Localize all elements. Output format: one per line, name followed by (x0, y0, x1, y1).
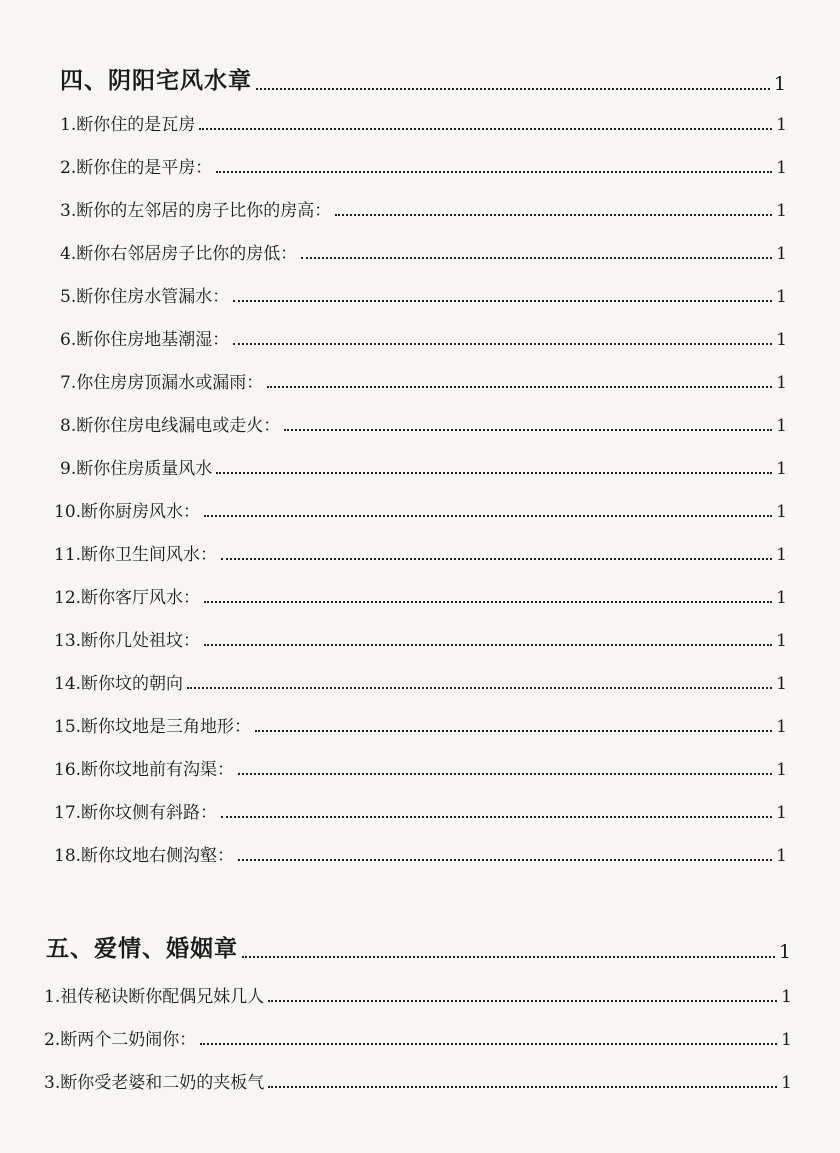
toc-entry (54, 626, 787, 651)
toc-entry (60, 411, 787, 436)
entry-title: 3.断你的左邻居的房子比你的房高： (60, 201, 332, 221)
toc-entry (60, 196, 787, 221)
entry-title: 13.断你几处祖坟： (54, 631, 201, 651)
leader-dots (238, 859, 772, 861)
leader-dots (255, 730, 772, 732)
toc-entry (60, 153, 787, 178)
entry-title: 18.断你坟地右侧沟壑： (54, 846, 235, 866)
chapter-heading (60, 62, 787, 95)
entry-title: 3.断你受老婆和二奶的夹板气 (44, 1073, 265, 1093)
toc-entry (54, 798, 787, 823)
entry-title: 7.你住房房顶漏水或漏雨： (60, 373, 264, 393)
entry-title: 1.断你住的是瓦房 (60, 115, 196, 135)
page-number: 1 (776, 373, 787, 393)
entry-title: 8.断你住房电线漏电或走火： (60, 416, 281, 436)
entry-title: 6.断你住房地基潮湿： (60, 330, 230, 350)
entry-title: 15.断你坟地是三角地形： (54, 717, 252, 737)
entry-title: 2.断两个二奶闹你： (44, 1030, 197, 1050)
leader-dots (204, 644, 772, 646)
entry-title: 10.断你厨房风水： (54, 502, 201, 522)
toc-entry (54, 669, 787, 694)
page-number: 1 (773, 73, 787, 95)
entry-title: 11.断你卫生间风水： (54, 545, 218, 565)
leader-dots (233, 300, 772, 302)
entry-title: 5.断你住房水管漏水： (60, 287, 230, 307)
leader-dots (216, 472, 772, 474)
leader-dots (204, 601, 772, 603)
chapter-heading (46, 930, 792, 963)
toc-entry (60, 368, 787, 393)
leader-dots (187, 687, 772, 689)
page-number: 1 (776, 416, 787, 436)
page-number: 1 (776, 717, 787, 737)
page-number: 1 (776, 760, 787, 780)
leader-dots (221, 558, 772, 560)
leader-dots (221, 816, 772, 818)
page-number: 1 (781, 1073, 792, 1093)
toc-entry (60, 110, 787, 135)
toc-entry (54, 497, 787, 522)
leader-dots (238, 773, 772, 775)
entry-title: 12.断你客厅风水： (54, 588, 201, 608)
page-number: 1 (776, 846, 787, 866)
entry-title: 9.断你住房质量风水 (60, 459, 213, 479)
page-number: 1 (776, 158, 787, 178)
entry-title: 14.断你坟的朝向 (54, 674, 184, 694)
toc-entry (44, 1025, 792, 1050)
page-number: 1 (776, 330, 787, 350)
page-number: 1 (781, 987, 792, 1007)
toc-entry (54, 841, 787, 866)
leader-dots (233, 343, 772, 345)
page-number: 1 (776, 545, 787, 565)
toc-entry (44, 1068, 792, 1093)
page-number: 1 (778, 941, 792, 963)
leader-dots (204, 515, 772, 517)
entry-title: 2.断你住的是平房： (60, 158, 213, 178)
leader-dots (199, 128, 772, 130)
entry-title: 1.祖传秘诀断你配偶兄妹几人 (44, 987, 265, 1007)
toc-entry (60, 325, 787, 350)
toc-entry (54, 583, 787, 608)
toc-entry (54, 755, 787, 780)
leader-dots (268, 1086, 777, 1088)
page-number: 1 (776, 244, 787, 264)
leader-dots (268, 1000, 777, 1002)
toc-entry (60, 454, 787, 479)
toc-entry (60, 282, 787, 307)
leader-dots (267, 386, 772, 388)
page-number: 1 (776, 502, 787, 522)
leader-dots (216, 171, 772, 173)
toc-entry (44, 982, 792, 1007)
leader-dots (284, 429, 772, 431)
page-number: 1 (776, 631, 787, 651)
toc-entry (54, 712, 787, 737)
chapter-title: 四、阴阳宅风水章 (60, 67, 252, 94)
page-number: 1 (776, 459, 787, 479)
page-number: 1 (776, 287, 787, 307)
page-number: 1 (776, 115, 787, 135)
entry-title: 4.断你右邻居房子比你的房低： (60, 244, 298, 264)
leader-dots (256, 88, 770, 90)
toc-entry (60, 239, 787, 264)
leader-dots (335, 214, 772, 216)
page-number: 1 (781, 1030, 792, 1050)
leader-dots (242, 956, 775, 958)
page-number: 1 (776, 803, 787, 823)
toc-entry (54, 540, 787, 565)
page-number: 1 (776, 588, 787, 608)
page-number: 1 (776, 674, 787, 694)
entry-title: 16.断你坟地前有沟渠： (54, 760, 235, 780)
leader-dots (301, 257, 772, 259)
leader-dots (200, 1043, 777, 1045)
chapter-title: 五、爱情、婚姻章 (46, 935, 238, 962)
page-number: 1 (776, 201, 787, 221)
entry-title: 17.断你坟侧有斜路： (54, 803, 218, 823)
